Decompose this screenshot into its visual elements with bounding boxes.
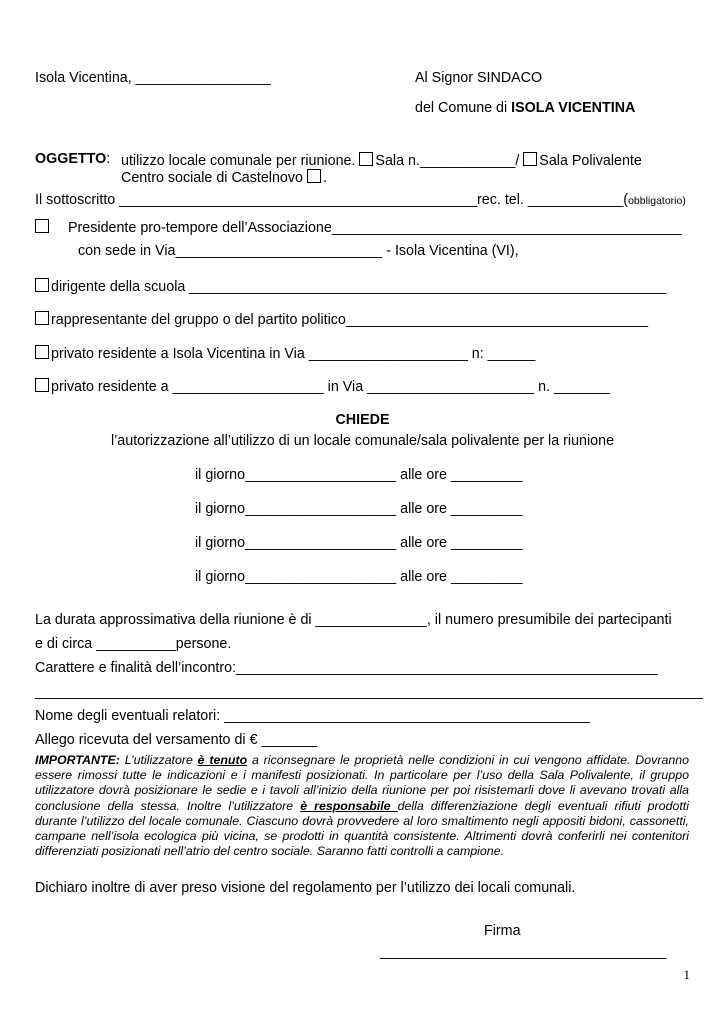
comune-line — [415, 101, 635, 115]
sala-polivalente-checkbox[interactable] — [523, 152, 537, 166]
presidente-checkbox[interactable] — [35, 219, 49, 233]
sala-polivalente-label: Sala Polivalente — [539, 153, 642, 169]
oggetto-line — [35, 152, 110, 166]
date-line: il giorno___________________ alle ore _________ — [195, 501, 523, 517]
addressee: Al Signor SINDACO — [415, 70, 543, 86]
centro-end: . — [322, 170, 327, 186]
obbligatorio-note: obbligatorio) — [628, 195, 686, 207]
chiede-text: l’autorizzazione all’utilizzo di un locale comunale/sala polivalente per la riunione — [110, 433, 615, 449]
importante-paragraph — [35, 753, 689, 859]
oggetto-text1: utilizzo locale comunale per riunione. — [121, 153, 360, 169]
firma-label: Firma — [484, 923, 521, 939]
durata-line: La durata approssimativa della riunione è di ______________, il numero presumibile dei partecipanti — [35, 612, 672, 628]
comune-prefix: del Comune di — [415, 100, 512, 116]
relatori-line: Nome degli eventuali relatori: ______________________________________________ — [35, 708, 590, 724]
importante-label: IMPORTANTE: — [35, 753, 120, 767]
responsabile-emphasis: è responsabile — [300, 798, 398, 813]
centro-checkbox[interactable] — [307, 169, 321, 183]
centro-line — [121, 169, 327, 185]
ricevuta-line: Allego ricevuta del versamento di € _______ — [35, 732, 318, 748]
circa-line: e di circa __________persone. — [35, 636, 232, 652]
tenuto-emphasis: è tenuto — [197, 753, 248, 767]
dirigente-checkbox[interactable] — [35, 278, 49, 292]
dirigente-label: dirigente della scuola ____________________________________________________________ — [51, 279, 667, 295]
privato2-label: privato residente a ___________________ in Via _____________________ n. _______ — [51, 379, 610, 395]
carattere-line: Carattere e finalità dell’incontro:_____________________________________________________ — [35, 660, 658, 676]
chiede-title: CHIEDE — [335, 412, 390, 428]
sala-checkbox[interactable] — [359, 152, 373, 166]
oggetto-label: OGGETTO — [35, 151, 107, 167]
page-number: 1 — [683, 967, 690, 982]
oggetto-colon: : — [106, 151, 111, 167]
sottoscritto-line — [35, 193, 686, 207]
date-line: il giorno___________________ alle ore _________ — [195, 467, 523, 483]
firma-line: ____________________________________ — [380, 944, 667, 960]
privato2-option — [35, 378, 610, 394]
importante-text1: L’utilizzatore — [119, 753, 198, 767]
sala-label: Sala n.____________/ — [375, 153, 524, 169]
blank-line: ____________________________________________________________________________________ — [35, 684, 703, 700]
privato1-checkbox[interactable] — [35, 345, 49, 359]
centro-label: Centro sociale di Castelnovo — [121, 170, 307, 186]
privato2-checkbox[interactable] — [35, 378, 49, 392]
rappresentante-option — [35, 311, 648, 327]
rappresentante-label: rappresentante del gruppo o del partito politico______________________________________ — [51, 312, 649, 328]
comune-name: ISOLA VICENTINA — [511, 100, 636, 116]
dichiaro-line: Dichiaro inoltre di aver preso visione del regolamento per l’utilizzo dei locali comunali. — [35, 880, 576, 896]
importante-text3: della differenziazione degli eventuali rifiuti prodotti durante l’utilizzo del locale comunale. Ciascuno dovrà provvedere al loro smaltimento negli appositi bidoni, cassonetti, campane nell’isola ecologica più vicina, se prodotti in quantità consistente. Altrimenti dovrà conferirli nei contenitori differenziati posizionati nell’atrio del centro sociale. Saranno fatti controlli a campione. — [35, 798, 689, 859]
privato1-label: privato residente a Isola Vicentina in Via ____________________ n: ______ — [51, 346, 536, 362]
presidente-option — [35, 219, 682, 235]
presidente-label: Presidente pro-tempore dell’Associazione____________________________________________ — [68, 220, 682, 236]
sede-line: con sede in Via__________________________ - Isola Vicentina (VI), — [78, 243, 519, 259]
privato1-option — [35, 345, 535, 361]
place-date-line: Isola Vicentina, _________________ — [35, 70, 271, 86]
importante-text2: a riconsegnare le proprietà nelle condizioni in cui vengono affidate. Dovranno essere rimossi tutte le indicazioni e i manifesti posizionati. In particolare per l’uso della Sala Polivalente, il gruppo utilizzatore dovrà posizionare le sedie e i tavoli all’inizio della riunione per poi risistemarli dove li avevano trovati alla conclusione della stessa. Inoltre l’utilizzatore — [35, 753, 690, 813]
oggetto-text — [121, 152, 642, 168]
date-line: il giorno___________________ alle ore _________ — [195, 569, 523, 585]
dirigente-option — [35, 278, 666, 294]
rappresentante-checkbox[interactable] — [35, 311, 49, 325]
sottoscritto-text: Il sottoscritto _____________________________________________rec. tel. ____________( — [35, 192, 629, 208]
date-line: il giorno___________________ alle ore _________ — [195, 535, 523, 551]
